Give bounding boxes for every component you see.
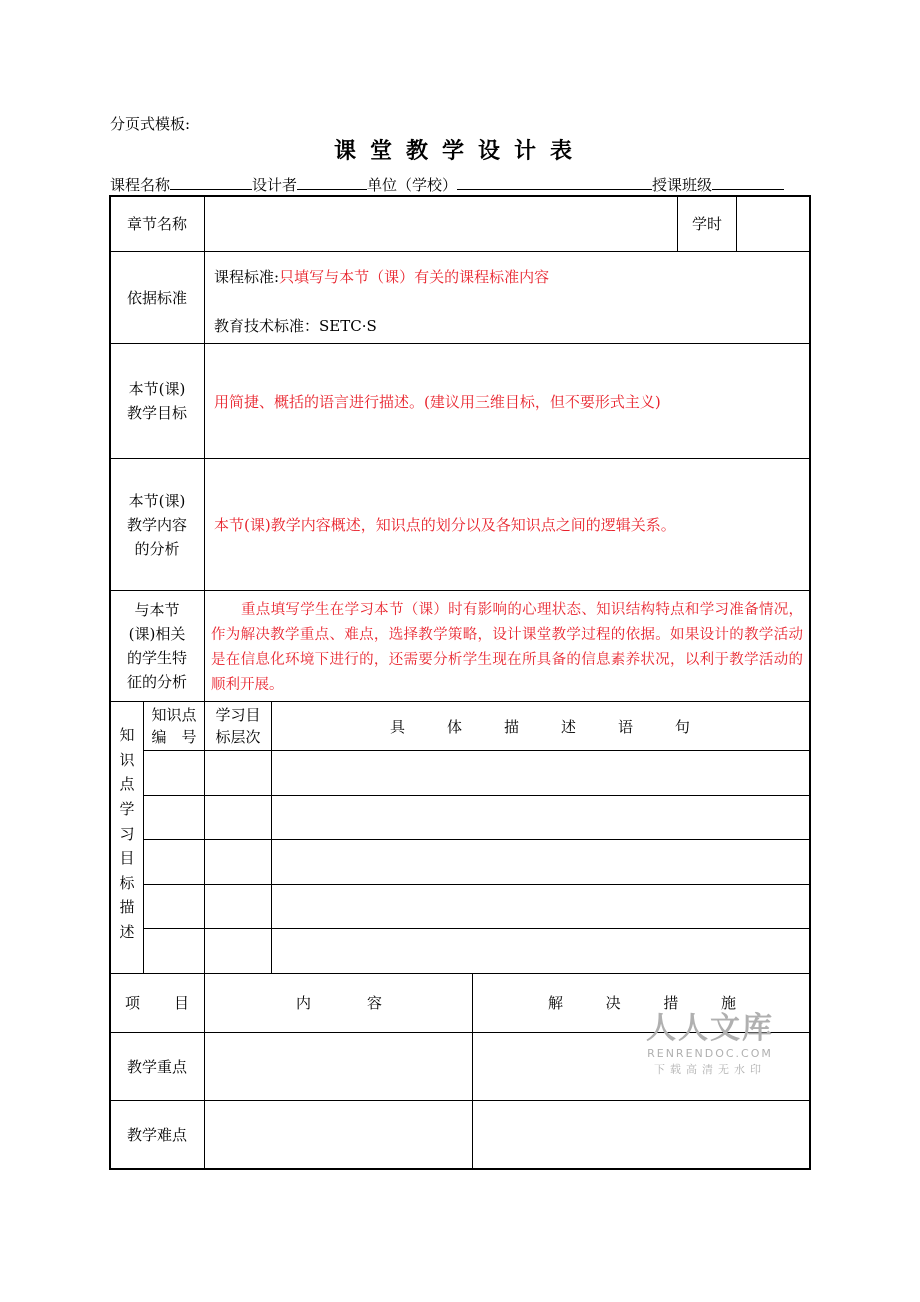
- content-analysis-label: [110, 459, 204, 590]
- student-analysis-label: [110, 591, 204, 701]
- course-name-label: 课程名称: [110, 176, 171, 194]
- header-char: 语: [617, 718, 633, 736]
- header-char: 描: [503, 718, 519, 736]
- class-label: 授课班级: [652, 176, 713, 194]
- watermark-title: 人人文库: [646, 1011, 774, 1046]
- student-label-line: 的学生特: [126, 649, 187, 667]
- watermark-logo: [640, 1012, 780, 1078]
- hours-label: 学时: [691, 215, 722, 233]
- row-divider: [143, 928, 810, 929]
- edu-tech-standard: 教育技术标准：SETC·S: [214, 317, 377, 335]
- objectives-hint[interactable]: 用简捷、概括的语言进行描述。(建议用三维目标，但不要形式主义): [214, 393, 661, 411]
- title-char: 设: [478, 138, 515, 164]
- watermark-url: RENRENDOC.COM: [647, 1047, 773, 1060]
- header-line: 学习目: [215, 706, 261, 724]
- objectives-label: [110, 344, 204, 458]
- designer-field[interactable]: [297, 173, 367, 190]
- watermark-tagline: 下载高清无水印: [654, 1063, 766, 1076]
- curriculum-standard-label: 课程标准:: [214, 268, 280, 286]
- objectives-label-line: 本节(课): [128, 380, 186, 398]
- header-char: 体: [446, 718, 462, 736]
- content-analysis-hint[interactable]: 本节(课)教学内容概述，知识点的划分以及各知识点之间的逻辑关系。: [214, 516, 676, 534]
- side-label-char: 标: [119, 873, 135, 892]
- header-line: 编 号: [151, 728, 197, 746]
- header-char: 项: [125, 994, 141, 1012]
- title-char: 学: [441, 138, 478, 164]
- content-header: [296, 992, 382, 1014]
- header-char: 句: [674, 718, 690, 736]
- row-divider: [143, 884, 810, 885]
- knowledge-no-header: [144, 702, 204, 750]
- row-divider: [110, 973, 810, 974]
- knowledge-objectives-side-label: [112, 724, 142, 942]
- content-label-line: 教学内容: [126, 515, 187, 534]
- student-label-line: (课)相关: [128, 625, 186, 643]
- row-divider: [110, 343, 810, 344]
- side-label-char: 识: [119, 750, 135, 769]
- side-label-char: 目: [119, 849, 135, 868]
- row-divider: [143, 750, 810, 751]
- hours-field[interactable]: [737, 197, 809, 251]
- header-line: 标层次: [215, 728, 261, 746]
- chapter-name-label: 章节名称: [126, 215, 187, 233]
- header-char: 解: [548, 994, 564, 1012]
- col-divider: [271, 701, 272, 973]
- side-label-char: 知: [119, 726, 135, 744]
- template-label: 分页式模板:: [110, 115, 191, 133]
- unit-label: 单位（学校）: [367, 176, 458, 194]
- header-char: 施: [720, 994, 736, 1012]
- header-line: 知识点: [151, 706, 197, 724]
- objective-level-header: [205, 702, 271, 750]
- header-fields: [110, 173, 810, 193]
- title-char: 堂: [369, 138, 406, 164]
- side-label-char: 描: [119, 898, 135, 917]
- col-divider: [204, 973, 205, 1169]
- difficulties-label: 教学难点: [126, 1126, 187, 1144]
- unit-field[interactable]: [457, 173, 652, 190]
- page-title: [0, 134, 920, 165]
- objectives-label-line: 教学目标: [126, 404, 187, 422]
- key-points-label: 教学重点: [126, 1057, 187, 1076]
- chapter-name-field[interactable]: [205, 197, 677, 251]
- header-char: 目: [173, 994, 189, 1012]
- row-divider: [110, 590, 810, 591]
- header-char: 容: [366, 994, 382, 1012]
- designer-label: 设计者: [252, 176, 298, 194]
- class-field[interactable]: [712, 173, 784, 190]
- student-label-line: 征的分析: [126, 673, 187, 691]
- side-label-char: 点: [119, 775, 135, 794]
- col-divider: [472, 973, 473, 1169]
- title-char: 计: [514, 138, 551, 164]
- header-char: 具: [390, 718, 406, 736]
- student-analysis-hint[interactable]: 重点填写学生在学习本节（课）时有影响的心理状态、知识结构特点和学习准备情况，作为解决教学重点、难点，选择教学策略，设计课堂教学过程的依据。如果设计的教学活动是在信息化环境下进行的，还需要分析学生现在所具备的信息素养状况，以利于教学活动的顺利开展。: [211, 602, 803, 693]
- side-label-char: 学: [119, 799, 135, 818]
- basis-label: 依据标准: [126, 288, 187, 307]
- row-divider: [143, 839, 810, 840]
- curriculum-standard-hint: 只填写与本节（课）有关的课程标准内容: [279, 268, 550, 286]
- row-divider: [110, 251, 810, 252]
- title-char: 表: [550, 138, 587, 164]
- row-divider: [110, 1100, 810, 1101]
- description-header: [390, 716, 690, 738]
- row-divider: [110, 458, 810, 459]
- header-char: 决: [605, 994, 621, 1012]
- content-label-line: 的分析: [134, 539, 180, 558]
- row-divider: [143, 795, 810, 796]
- col-divider: [204, 196, 205, 702]
- title-char: 课: [333, 138, 370, 164]
- header-char: 述: [560, 718, 576, 736]
- course-name-field[interactable]: [170, 173, 252, 190]
- item-header: [125, 992, 189, 1014]
- side-label-char: 述: [119, 923, 135, 941]
- curriculum-standard[interactable]: [214, 264, 804, 290]
- side-label-char: 习: [119, 824, 135, 843]
- header-char: 措: [663, 994, 679, 1012]
- content-label-line: 本节(课): [128, 491, 186, 510]
- header-char: 内: [296, 994, 312, 1012]
- title-char: 教: [405, 138, 442, 164]
- student-label-line: 与本节: [134, 601, 180, 619]
